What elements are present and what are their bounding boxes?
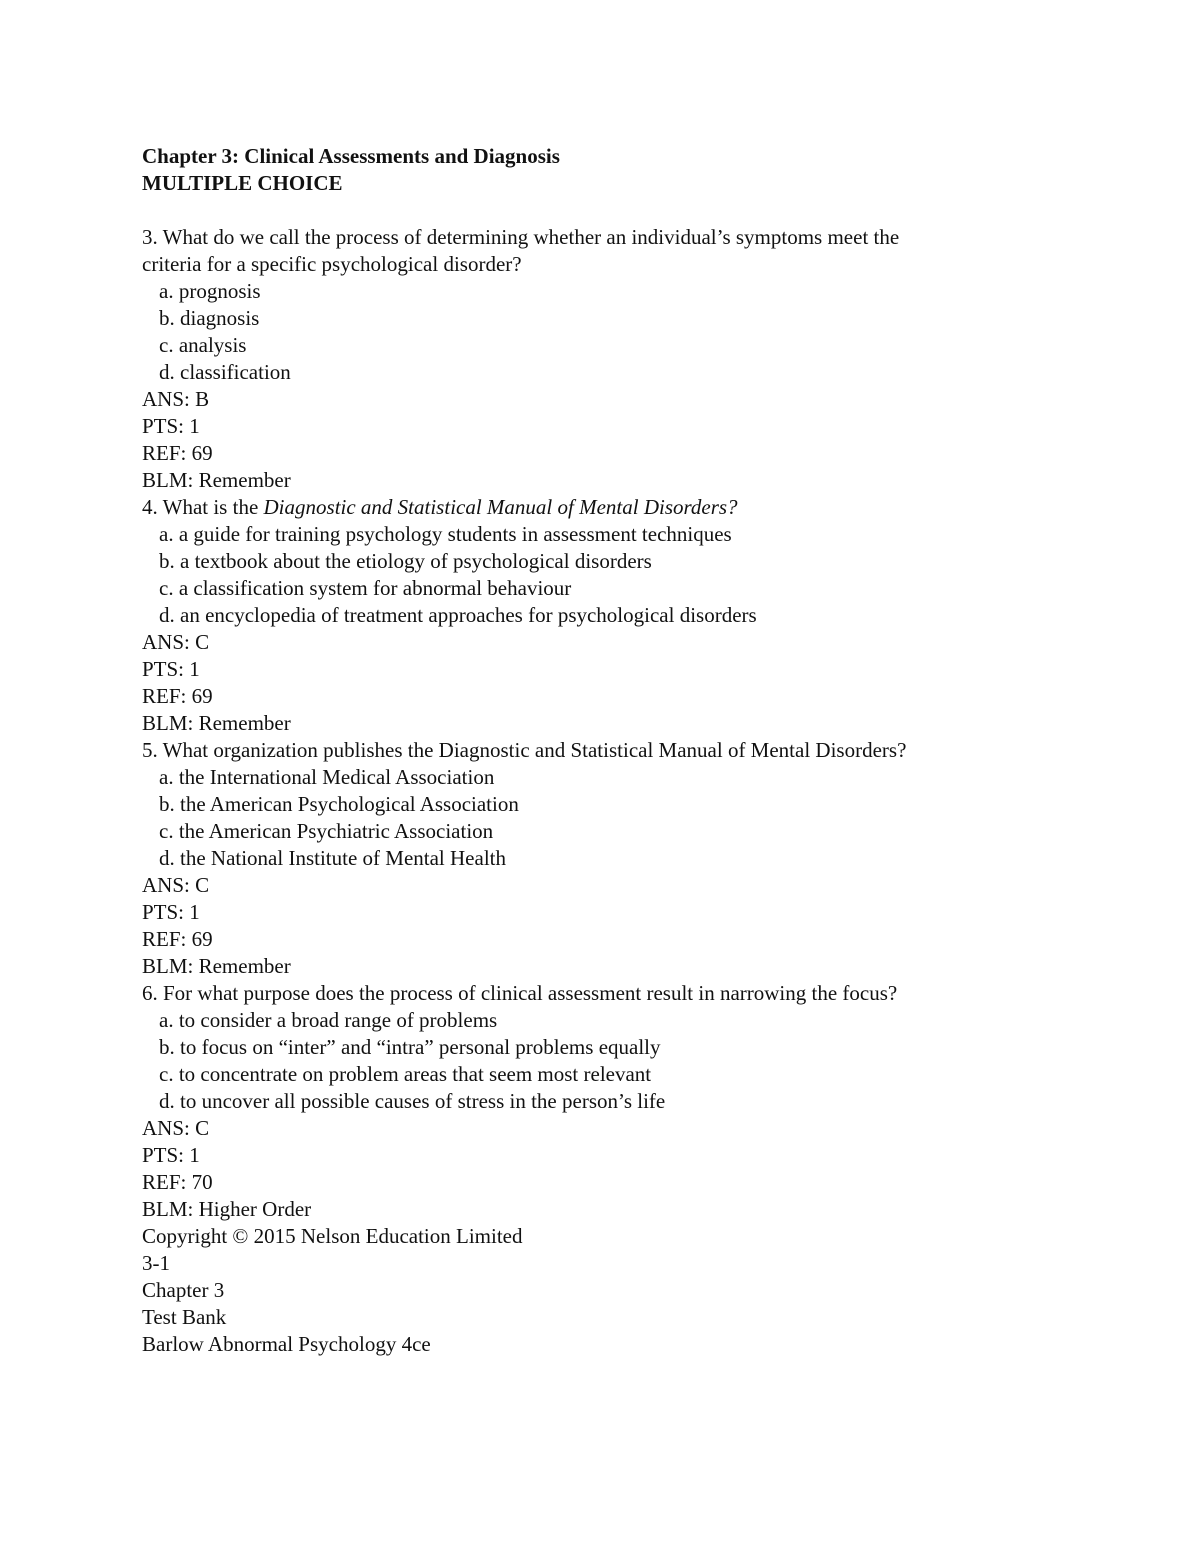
answer-option: a. the International Medical Association — [159, 765, 495, 789]
footer-chapter: Chapter 3 — [142, 1278, 225, 1302]
answer-option: c. the American Psychiatric Association — [159, 819, 494, 843]
question-stem: 3. What do we call the process of determining whether an individual’s symptoms meet the — [142, 225, 900, 249]
page-number: 3-1 — [142, 1251, 170, 1275]
question-stem — [142, 494, 1142, 521]
blooms-level: BLM: Remember — [142, 954, 291, 978]
answer-option: d. an encyclopedia of treatment approaches for psychological disorders — [159, 603, 757, 627]
question-4 — [142, 494, 1142, 737]
answer-key: ANS: C — [142, 873, 210, 897]
question-stem-prefix: 4. What is the — [142, 495, 264, 519]
points: PTS: 1 — [142, 657, 200, 681]
answer-key: ANS: C — [142, 630, 210, 654]
answer-option: c. analysis — [159, 333, 247, 357]
points: PTS: 1 — [142, 414, 200, 438]
answer-option: d. the National Institute of Mental Health — [159, 846, 506, 870]
section-label: MULTIPLE CHOICE — [142, 171, 343, 195]
answer-key: ANS: B — [142, 387, 210, 411]
chapter-title: Chapter 3: Clinical Assessments and Diagnosis — [142, 144, 560, 168]
question-3 — [142, 224, 1142, 494]
answer-option: b. diagnosis — [159, 306, 260, 330]
footer-book-title: Barlow Abnormal Psychology 4ce — [142, 1332, 431, 1356]
blooms-level: BLM: Remember — [142, 468, 291, 492]
question-5 — [142, 737, 1142, 980]
document-footer — [142, 1223, 1142, 1358]
copyright-notice: Copyright © 2015 Nelson Education Limited — [142, 1224, 523, 1248]
reference: REF: 70 — [142, 1170, 213, 1194]
answer-option: a. prognosis — [159, 279, 261, 303]
blooms-level: BLM: Higher Order — [142, 1197, 312, 1221]
answer-option: b. the American Psychological Association — [159, 792, 519, 816]
points: PTS: 1 — [142, 1143, 200, 1167]
answer-option: c. a classification system for abnormal behaviour — [159, 576, 572, 600]
answer-key: ANS: C — [142, 1116, 210, 1140]
points: PTS: 1 — [142, 900, 200, 924]
blooms-level: BLM: Remember — [142, 711, 291, 735]
reference: REF: 69 — [142, 441, 213, 465]
question-stem: 6. For what purpose does the process of clinical assessment result in narrowing the focus? — [142, 981, 898, 1005]
question-stem: 5. What organization publishes the Diagnostic and Statistical Manual of Mental Disorders? — [142, 738, 907, 762]
answer-option: a. a guide for training psychology students in assessment techniques — [159, 522, 732, 546]
footer-test-bank: Test Bank — [142, 1305, 227, 1329]
reference: REF: 69 — [142, 927, 213, 951]
question-6 — [142, 980, 1142, 1223]
answer-option: d. classification — [159, 360, 291, 384]
answer-option: d. to uncover all possible causes of stress in the person’s life — [159, 1089, 666, 1113]
answer-option: b. a textbook about the etiology of psychological disorders — [159, 549, 652, 573]
answer-option: c. to concentrate on problem areas that seem most relevant — [159, 1062, 652, 1086]
blank-line — [142, 197, 1142, 224]
answer-option: b. to focus on “inter” and “intra” personal problems equally — [159, 1035, 661, 1059]
reference: REF: 69 — [142, 684, 213, 708]
answer-option: a. to consider a broad range of problems — [159, 1008, 498, 1032]
question-stem-continued: criteria for a specific psychological disorder? — [142, 252, 522, 276]
question-stem-italic-title: Diagnostic and Statistical Manual of Mental Disorders? — [263, 495, 738, 519]
document-content — [142, 143, 1142, 1358]
